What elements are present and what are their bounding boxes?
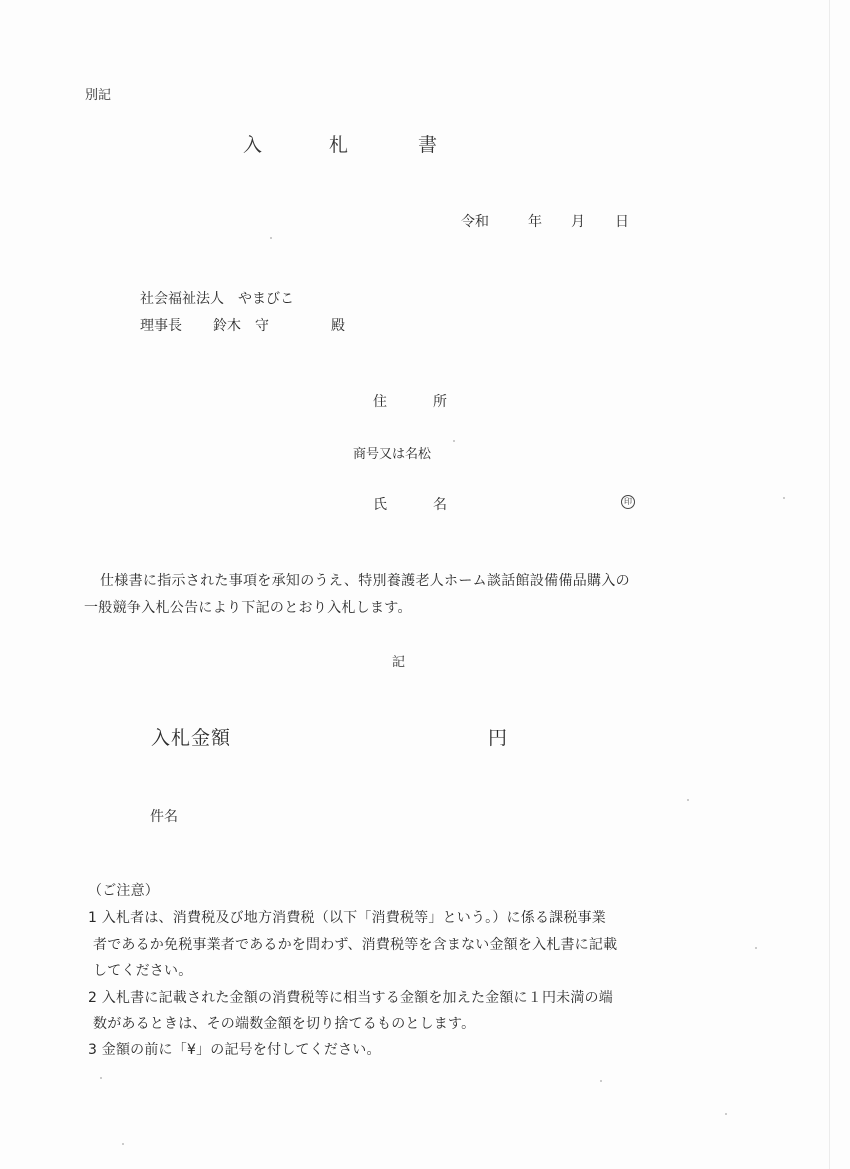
note-1-line-1: 1 入札者は、消費税及び地方消費税（以下「消費税等」という。）に係る課税事業 xyxy=(88,910,606,926)
title-char-2: 札 xyxy=(329,134,349,156)
note-2-line-1: 2 入札書に記載された金額の消費税等に相当する金額を加えた金額に１円未満の端 xyxy=(88,990,613,1006)
currency-unit: 円 xyxy=(488,727,508,749)
scan-speck xyxy=(270,237,272,239)
notes-heading: （ご注意） xyxy=(88,883,159,899)
scan-speck xyxy=(453,440,455,442)
title-char-1: 入 xyxy=(243,134,263,156)
seal-mark-icon: 印 xyxy=(621,495,635,509)
addressee-honorific: 殿 xyxy=(331,318,345,334)
note-1-line-2: 者であるか免税事業者であるかを問わず、消費税等を含まない金額を入札書に記載 xyxy=(93,937,618,953)
body-line-1: 仕様書に指示された事項を承知のうえ、特別養護老人ホーム談話館設備備品購入の xyxy=(100,573,630,589)
note-1-line-3: してください。 xyxy=(93,963,193,979)
company-name-label: 商号又は名松 xyxy=(353,447,432,462)
appendix-label: 別記 xyxy=(85,88,112,103)
date-day: 日 xyxy=(615,214,629,230)
scan-speck xyxy=(783,497,785,499)
title-char-3: 書 xyxy=(418,134,438,156)
address-label-char-1: 住 xyxy=(373,394,387,410)
note-2-line-2: 数があるときは、その端数金額を切り捨てるものとします。 xyxy=(93,1016,476,1032)
subject-label: 件名 xyxy=(150,809,178,825)
note-3-line-1: 3 金額の前に「¥」の記号を付してください。 xyxy=(88,1042,381,1058)
scan-speck xyxy=(100,1077,102,1079)
date-era: 令和 xyxy=(461,214,489,230)
date-year: 年 xyxy=(528,214,542,230)
record-label: 記 xyxy=(392,655,406,670)
scan-speck xyxy=(687,799,689,801)
scan-speck xyxy=(122,1143,124,1145)
name-label-char-2: 名 xyxy=(433,497,447,513)
addressee-title: 理事長 xyxy=(140,318,182,334)
bid-amount-label: 入札金額 xyxy=(151,727,232,749)
addressee-name: 鈴木 守 xyxy=(213,318,269,334)
scan-edge-line xyxy=(829,0,830,1169)
body-line-2: 一般競争入札公告により下記のとおり入札します。 xyxy=(84,600,412,616)
date-month: 月 xyxy=(571,214,585,230)
name-label-char-1: 氏 xyxy=(373,497,387,513)
scan-speck xyxy=(755,947,757,949)
address-label-char-2: 所 xyxy=(433,394,447,410)
scan-speck xyxy=(600,1080,602,1082)
addressee-organization: 社会福祉法人 やまびこ xyxy=(140,291,294,307)
scan-speck xyxy=(725,1113,727,1115)
